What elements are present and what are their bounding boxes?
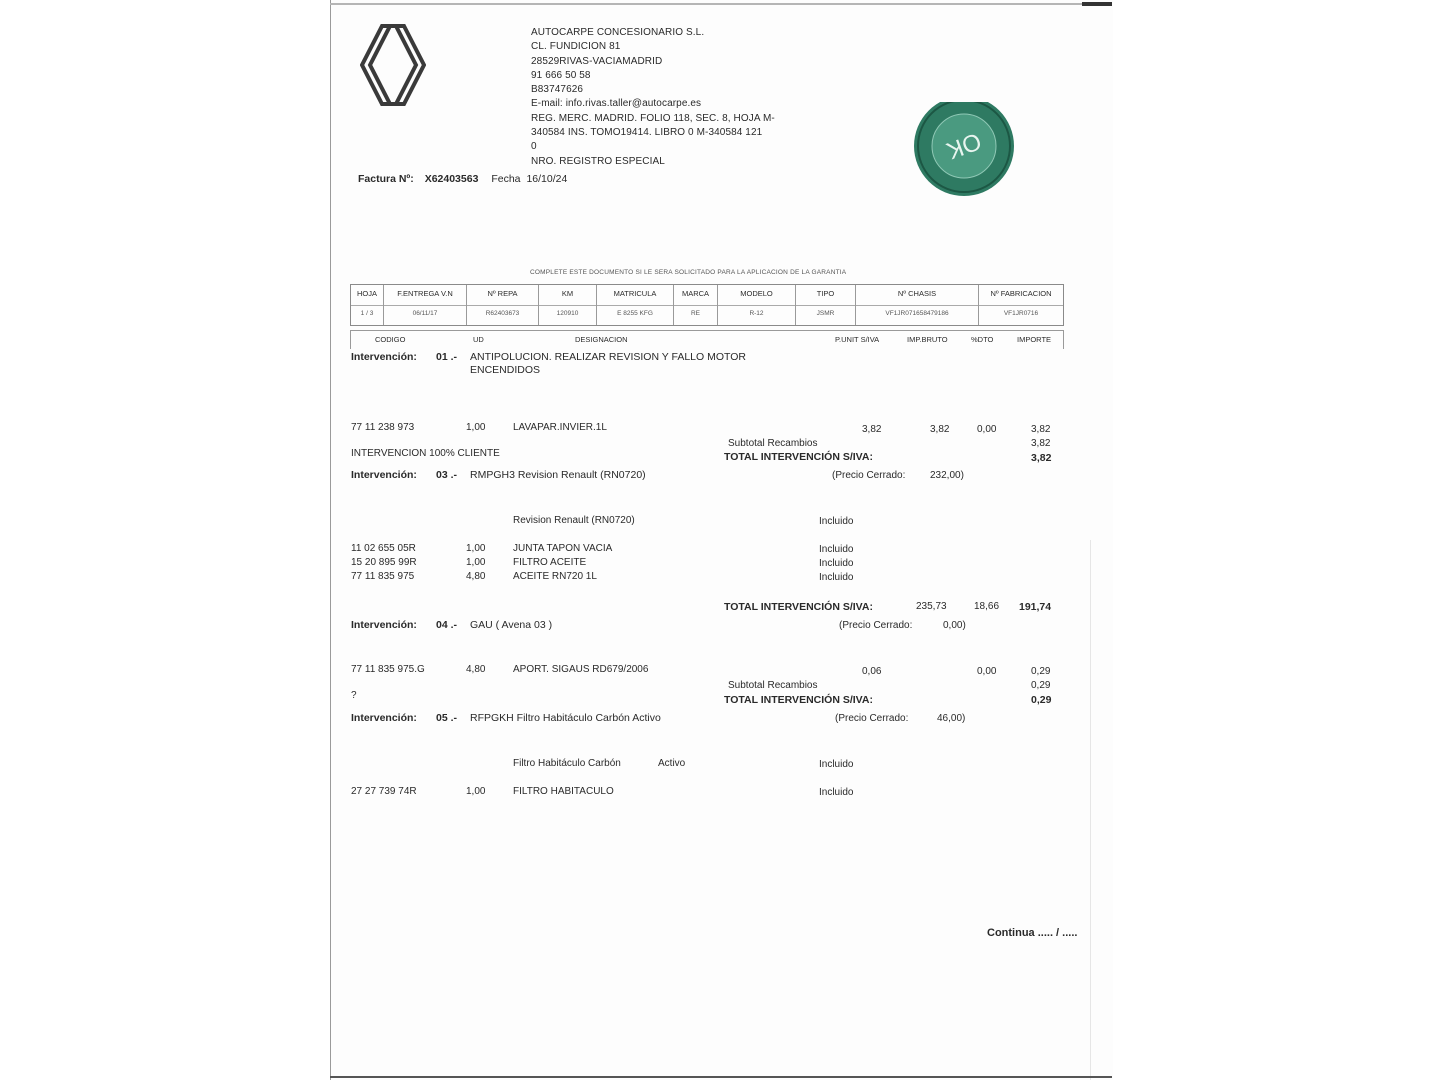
company-registry-4: NRO. REGISTRO ESPECIAL bbox=[531, 155, 665, 167]
line-punit: 0,06 bbox=[862, 666, 882, 677]
intervention-04-desc: GAU ( Avena 03 ) bbox=[470, 619, 553, 631]
line-desc: JUNTA TAPON VACIA bbox=[513, 543, 613, 554]
hdr-chasis: Nº CHASIS VF1JR071658479186 bbox=[856, 285, 979, 325]
subtotal-value: 0,29 bbox=[1031, 680, 1051, 691]
incluido: Incluido bbox=[819, 759, 854, 770]
company-info bbox=[531, 26, 775, 169]
total-dto: 18,66 bbox=[974, 601, 1000, 612]
total-label: TOTAL INTERVENCIÓN S/IVA: bbox=[724, 451, 873, 463]
company-registry-1: REG. MERC. MADRID. FOLIO 118, SEC. 8, HOJA M- bbox=[531, 112, 775, 124]
subtotal-label: Subtotal Recambios bbox=[728, 680, 818, 691]
col-ud: UD bbox=[473, 335, 484, 344]
company-email: E-mail: info.rivas.taller@autocarpe.es bbox=[531, 98, 702, 110]
total-value: 0,29 bbox=[1031, 694, 1052, 706]
col-bruto: IMP.BRUTO bbox=[907, 335, 948, 344]
total-label: TOTAL INTERVENCIÓN S/IVA: bbox=[724, 694, 873, 706]
invoice-date-label: Fecha bbox=[491, 173, 521, 185]
col-codigo: CODIGO bbox=[375, 335, 406, 344]
line-headers bbox=[350, 330, 1064, 349]
intervention-note: INTERVENCION 100% CLIENTE bbox=[351, 448, 500, 459]
stamp-text: OK bbox=[942, 126, 985, 165]
line-importe: 0,29 bbox=[1031, 666, 1051, 677]
top-border bbox=[330, 3, 1112, 5]
mark: ? bbox=[351, 690, 357, 701]
total-bruto: 235,73 bbox=[916, 601, 947, 612]
intervention-03-desc: RMPGH3 Revision Renault (RN0720) bbox=[470, 469, 646, 481]
line-code: 27 27 739 74R bbox=[351, 786, 417, 797]
line-qty: 4,80 bbox=[466, 571, 486, 582]
hdr-fabricacion: Nº FABRICACION VF1JR0716 bbox=[990, 289, 1052, 317]
hdr-nrepa: Nº REPA R62403673 bbox=[467, 285, 539, 325]
intervention-01-num: 01 .- bbox=[436, 351, 458, 363]
line-desc: ACEITE RN720 1L bbox=[513, 571, 597, 582]
incluido: Incluido bbox=[819, 572, 854, 583]
intervention-04-num: 04 .- bbox=[436, 619, 458, 631]
subtotal-value: 3,82 bbox=[1031, 438, 1051, 449]
line-importe: 3,82 bbox=[1031, 424, 1051, 435]
invoice-line bbox=[358, 173, 567, 185]
sub-desc: Revision Renault (RN0720) bbox=[513, 515, 635, 526]
intervention-05-label: Intervención: bbox=[351, 712, 417, 724]
total-label: TOTAL INTERVENCIÓN S/IVA: bbox=[724, 601, 873, 613]
line-dto: 0,00 bbox=[977, 666, 997, 677]
fold-line bbox=[1090, 540, 1091, 1080]
renault-logo-icon bbox=[360, 22, 426, 108]
line-desc: LAVAPAR.INVIER.1L bbox=[513, 422, 607, 433]
company-cif: B83747626 bbox=[531, 84, 584, 96]
intervention-04-label: Intervención: bbox=[351, 619, 417, 631]
col-designacion: DESIGNACION bbox=[575, 335, 628, 344]
col-dto: %DTO bbox=[971, 335, 994, 344]
line-punit: 3,82 bbox=[862, 424, 882, 435]
intervention-05-num: 05 .- bbox=[436, 712, 458, 724]
precio-cerrado-label: (Precio Cerrado: bbox=[839, 620, 913, 631]
vehicle-header-table bbox=[350, 284, 1064, 326]
sub-desc-2: Activo bbox=[658, 758, 686, 769]
incluido: Incluido bbox=[819, 544, 854, 555]
company-name: AUTOCARPE CONCESIONARIO S.L. bbox=[531, 27, 705, 38]
col-punit: P.UNIT S/IVA bbox=[835, 335, 880, 344]
line-code: 15 20 895 99R bbox=[351, 557, 417, 568]
ok-stamp-icon bbox=[908, 96, 1020, 200]
line-code: 77 11 835 975.G bbox=[351, 664, 425, 675]
precio-cerrado-value: 46,00) bbox=[937, 713, 966, 724]
warranty-note: COMPLETE ESTE DOCUMENTO SI LE SERA SOLICITADO PARA LA APLICACION DE LA GARANTIA bbox=[530, 269, 847, 276]
incluido: Incluido bbox=[819, 558, 854, 569]
continua-label: Continua ..... / ..... bbox=[987, 927, 1078, 939]
line-desc: FILTRO HABITACULO bbox=[513, 786, 614, 797]
company-registry-3: 0 bbox=[531, 141, 537, 153]
line-bruto: 3,82 bbox=[930, 424, 950, 435]
bottom-border bbox=[330, 1076, 1112, 1078]
line-qty: 1,00 bbox=[466, 543, 486, 554]
line-code: 11 02 655 05R bbox=[351, 543, 416, 554]
subtotal-label: Subtotal Recambios bbox=[728, 438, 818, 449]
precio-cerrado-value: 232,00) bbox=[930, 470, 964, 481]
line-qty: 4,80 bbox=[466, 664, 486, 675]
sub-desc: Filtro Habitáculo Carbón bbox=[513, 758, 621, 769]
company-phone: 91 666 50 58 bbox=[531, 69, 591, 81]
hdr-tipo: TIPO JSMR bbox=[796, 285, 856, 325]
line-qty: 1,00 bbox=[466, 786, 486, 797]
invoice-number: X62403563 bbox=[424, 173, 479, 185]
invoice-number-label: Factura Nº: bbox=[358, 173, 414, 185]
intervention-03-label: Intervención: bbox=[351, 469, 417, 481]
invoice-date: 16/10/24 bbox=[526, 173, 568, 185]
intervention-01-label: Intervención: bbox=[351, 351, 417, 363]
total-value: 191,74 bbox=[1019, 601, 1052, 613]
line-qty: 1,00 bbox=[466, 422, 486, 433]
line-desc: APORT. SIGAUS RD679/2006 bbox=[513, 664, 649, 675]
hdr-modelo: MODELO R-12 bbox=[718, 285, 796, 325]
line-desc: FILTRO ACEITE bbox=[513, 557, 587, 568]
corner-mark bbox=[1082, 2, 1112, 6]
intervention-01-desc-2: ENCENDIDOS bbox=[470, 364, 541, 376]
intervention-01-desc: ANTIPOLUCION. REALIZAR REVISION Y FALLO MOTOR bbox=[470, 351, 746, 363]
company-city: 28529RIVAS-VACIAMADRID bbox=[531, 55, 663, 67]
line-dto: 0,00 bbox=[977, 424, 997, 435]
intervention-03-num: 03 .- bbox=[436, 469, 458, 481]
precio-cerrado-label: (Precio Cerrado: bbox=[832, 470, 906, 481]
hdr-hoja: HOJA 1 / 3 bbox=[351, 285, 384, 325]
hdr-marca: MARCA RE bbox=[674, 285, 718, 325]
incluido: Incluido bbox=[819, 516, 854, 527]
line-code: 77 11 238 973 bbox=[351, 422, 415, 433]
total-value: 3,82 bbox=[1031, 452, 1052, 464]
intervention-05-desc: RFPGKH Filtro Habitáculo Carbón Activo bbox=[470, 712, 661, 724]
precio-cerrado-label: (Precio Cerrado: bbox=[835, 713, 909, 724]
precio-cerrado-value: 0,00) bbox=[943, 620, 966, 631]
hdr-matricula: MATRICULA E 8255 KFG bbox=[597, 285, 674, 325]
hdr-fentrega: F.ENTREGA V.N 06/11/17 bbox=[384, 285, 467, 325]
line-code: 77 11 835 975 bbox=[351, 571, 415, 582]
company-street: CL. FUNDICION 81 bbox=[531, 41, 621, 53]
company-registry-2: 340584 INS. TOMO19414. LIBRO 0 M-340584 121 bbox=[531, 127, 763, 139]
hdr-km: KM 120910 bbox=[539, 285, 597, 325]
line-qty: 1,00 bbox=[466, 557, 486, 568]
incluido: Incluido bbox=[819, 787, 854, 798]
col-importe: IMPORTE bbox=[1017, 335, 1052, 344]
